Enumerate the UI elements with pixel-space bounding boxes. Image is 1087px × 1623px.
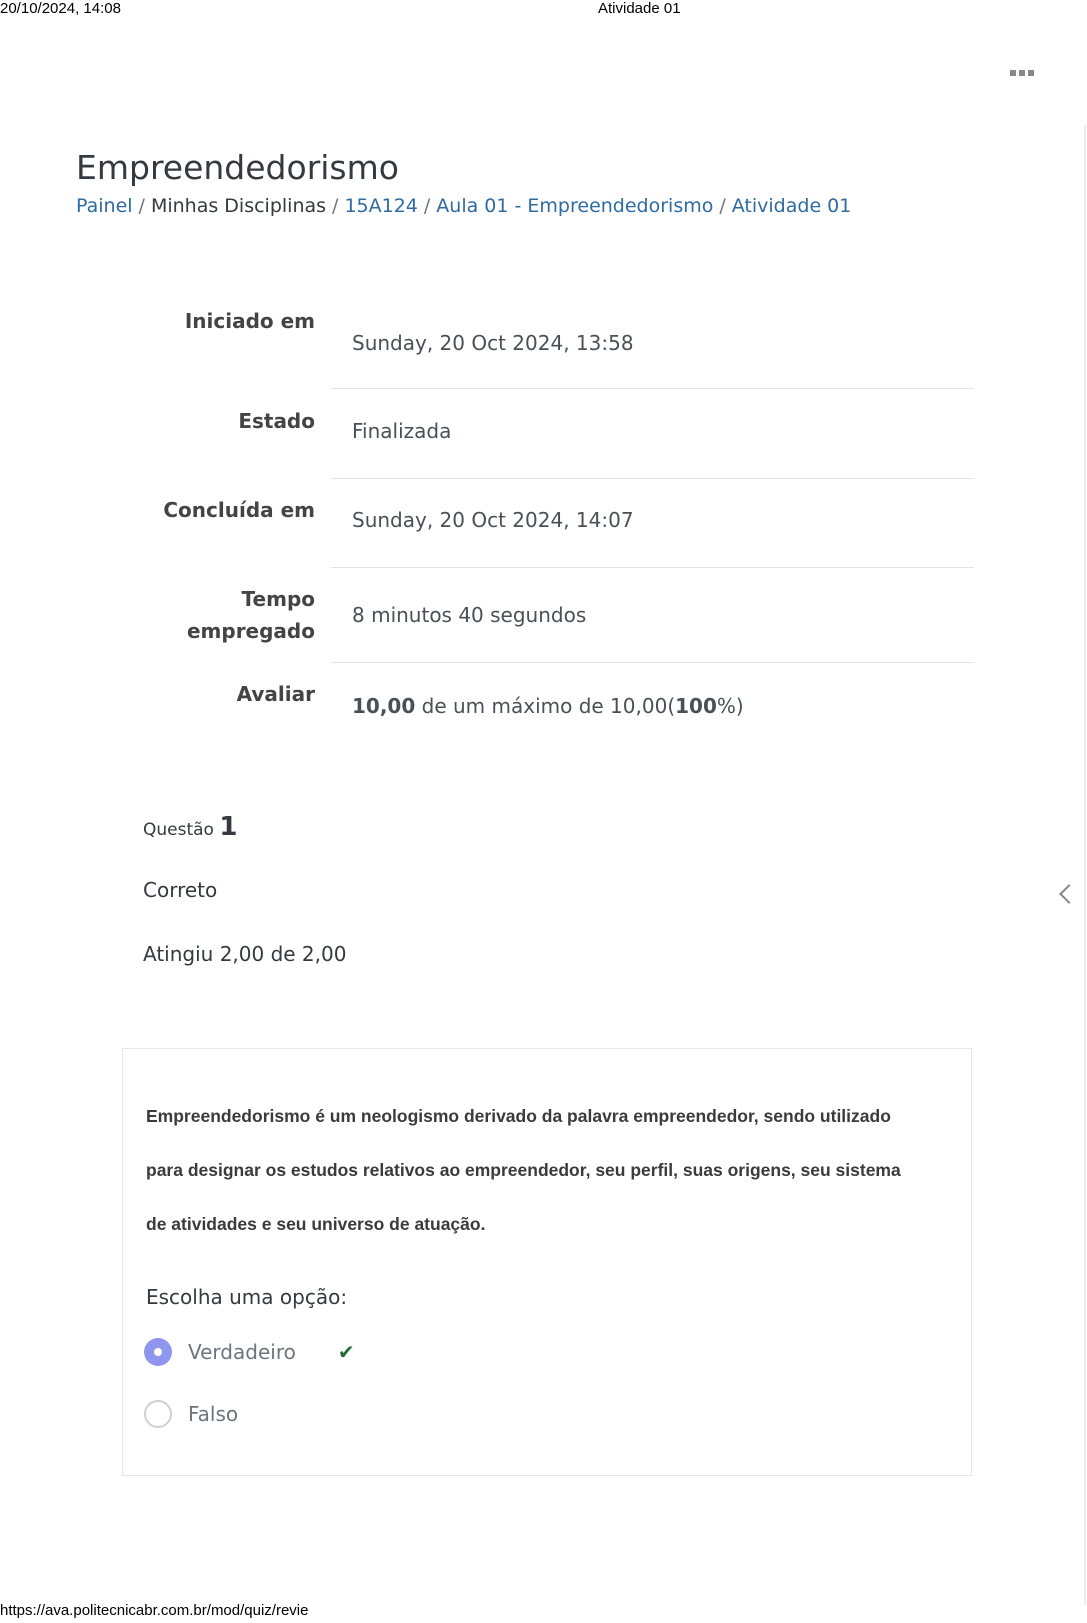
print-header-title: Atividade 01	[598, 0, 681, 17]
summary-value-state: Finalizada	[352, 419, 452, 443]
breadcrumb-item-minhas-disciplinas: Minhas Disciplinas	[150, 195, 327, 217]
summary-label-state: Estado	[238, 409, 315, 433]
grade-suffix: %)	[716, 694, 744, 718]
option-label: Verdadeiro	[188, 1340, 296, 1364]
breadcrumb-item-lesson[interactable]: Aula 01 - Empreendedorismo	[436, 195, 714, 217]
grade-max-text: de um máximo de 10,00(	[415, 694, 676, 718]
summary-divider	[331, 567, 974, 568]
breadcrumb-item-activity[interactable]: Atividade 01	[731, 195, 852, 217]
breadcrumb-separator: /	[138, 195, 145, 217]
summary-label-time-taken	[115, 583, 315, 647]
summary-value-completed: Sunday, 20 Oct 2024, 14:07	[352, 508, 634, 532]
question-text-line: para designar os estudos relativos ao empreendedor, seu perfil, suas origens, seu sistema	[146, 1160, 901, 1180]
question-number: 1	[219, 812, 238, 842]
radio-unselected[interactable]	[144, 1400, 172, 1428]
summary-value-time-taken: 8 minutos 40 segundos	[352, 603, 587, 627]
question-content-box	[122, 1048, 972, 1476]
summary-divider	[331, 388, 974, 389]
breadcrumb	[76, 195, 851, 217]
grade-score: 10,00	[352, 694, 416, 718]
print-footer-url: https://ava.politecnicabr.com.br/mod/quiz/revie	[0, 1602, 309, 1619]
summary-label-time-taken-line1: Tempo	[241, 587, 315, 611]
option-falso[interactable]	[144, 1400, 238, 1428]
summary-divider	[331, 478, 974, 479]
question-state: Correto	[143, 878, 218, 902]
question-mark: Atingiu 2,00 de 2,00	[143, 942, 347, 966]
summary-label-grade: Avaliar	[236, 682, 315, 706]
summary-value-grade	[352, 694, 744, 718]
question-text-line: Empreendedorismo é um neologismo derivado da palavra empreendedor, sendo utilizado	[146, 1106, 891, 1126]
grade-percent: 100	[675, 694, 717, 718]
question-heading-label: Questão	[143, 820, 214, 840]
summary-label-completed: Concluída em	[163, 498, 315, 522]
summary-value-started: Sunday, 20 Oct 2024, 13:58	[352, 331, 634, 355]
page-title: Empreendedorismo	[76, 148, 399, 187]
question-text-line: de atividades e seu universo de atuação.	[146, 1214, 486, 1234]
print-header-datetime: 20/10/2024, 14:08	[0, 0, 121, 17]
breadcrumb-separator: /	[423, 195, 431, 217]
question-text	[146, 1089, 956, 1251]
summary-label-time-taken-line2: empregado	[186, 619, 315, 643]
option-label: Falso	[188, 1402, 239, 1426]
breadcrumb-item-painel[interactable]: Painel	[76, 195, 133, 217]
option-verdadeiro[interactable]	[144, 1338, 355, 1366]
chevron-left-icon[interactable]	[1059, 884, 1079, 904]
more-horizontal-icon[interactable]	[1010, 70, 1034, 76]
breadcrumb-separator: /	[332, 195, 339, 217]
breadcrumb-separator: /	[719, 195, 726, 217]
breadcrumb-item-course-code[interactable]: 15A124	[344, 195, 418, 217]
drawer-edge	[1084, 125, 1086, 1605]
summary-divider	[331, 662, 974, 663]
question-heading	[143, 812, 237, 842]
radio-selected[interactable]	[144, 1338, 172, 1366]
check-icon: ✔	[337, 1340, 355, 1364]
summary-label-started: Iniciado em	[184, 309, 315, 333]
question-prompt: Escolha uma opção:	[146, 1285, 348, 1309]
